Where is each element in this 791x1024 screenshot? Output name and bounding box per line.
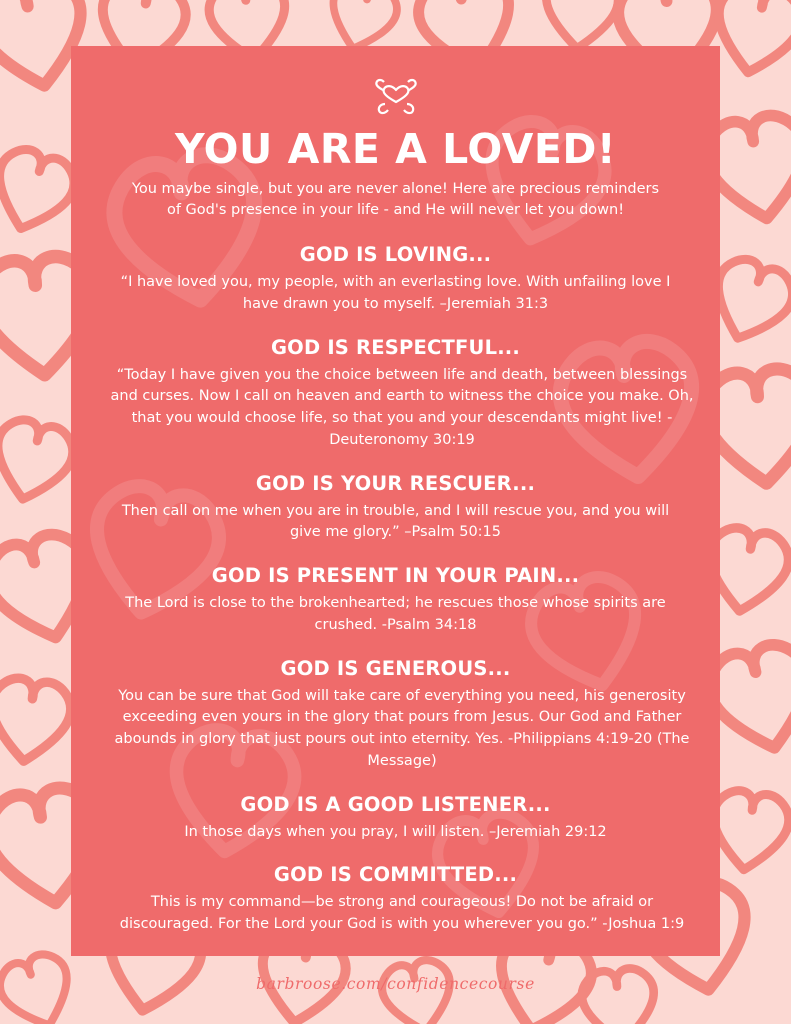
section-heading: GOD IS RESPECTFUL... bbox=[270, 335, 521, 359]
section-heading: GOD IS LOVING... bbox=[299, 243, 492, 267]
section-body: “Today I have given you the choice between life and death, between blessings and curses. Now I call on heaven and earth to witness the choice you make. Oh, that you would choose life, so that you and your descendants might live! -Deuteronomy 30:19 bbox=[110, 366, 694, 448]
section-heading: GOD IS A GOOD LISTENER... bbox=[240, 792, 551, 816]
section-heading: GOD IS PRESENT IN YOUR PAIN... bbox=[211, 564, 580, 588]
section-body: The Lord is close to the brokenhearted; he rescues those whose spirits are crushed. -Psalm 34:18 bbox=[125, 595, 666, 633]
section-body: This is my command—be strong and courageous! Do not be afraid or discouraged. For the Lord your God is with you wherever you go.” -Joshua 1:9 bbox=[119, 894, 685, 933]
footer bbox=[0, 975, 791, 994]
section-heading: GOD IS YOUR RESCUER... bbox=[255, 471, 536, 495]
card-content bbox=[71, 46, 720, 956]
section-heading: GOD IS GENEROUS... bbox=[280, 656, 511, 680]
section-body: In those days when you pray, I will listen. –Jeremiah 29:12 bbox=[184, 823, 607, 840]
poster-card bbox=[71, 46, 720, 956]
page-title: YOU ARE A LOVED! bbox=[174, 125, 617, 173]
section-god-is-present-in-your-pain bbox=[107, 564, 684, 637]
section-body: “I have loved you, my people, with an everlasting love. With unfailing love I have drawn you to myself. –Jeremiah 31:3 bbox=[120, 274, 671, 312]
section-god-is-loving bbox=[107, 243, 684, 316]
section-body: Then call on me when you are in trouble, and I will rescue you, and you will give me glory.” –Psalm 50:15 bbox=[121, 502, 670, 541]
section-god-is-respectful bbox=[107, 335, 694, 452]
section-body: You can be sure that God will take care of everything you need, his generosity exceeding even yours in the glory that pours from Jesus. Our God and Father abounds in glory that just pours out into eternity. Yes. -Philippians 4:19-20 (The Message) bbox=[114, 687, 690, 769]
footer-website-link[interactable]: barbroose.com/confidencecourse bbox=[256, 975, 535, 993]
section-heading: GOD IS COMMITTED... bbox=[273, 863, 518, 887]
section-god-is-a-good-listener bbox=[107, 793, 684, 844]
hearts-cluster-icon bbox=[107, 74, 684, 118]
section-god-is-your-rescuer bbox=[107, 472, 684, 545]
section-god-is-generous bbox=[107, 656, 690, 773]
page-subtitle: You maybe single, but you are never alone! Here are precious reminders of God's presence in your life - and He will never let you down! bbox=[131, 181, 660, 219]
section-god-is-committed bbox=[107, 863, 684, 936]
